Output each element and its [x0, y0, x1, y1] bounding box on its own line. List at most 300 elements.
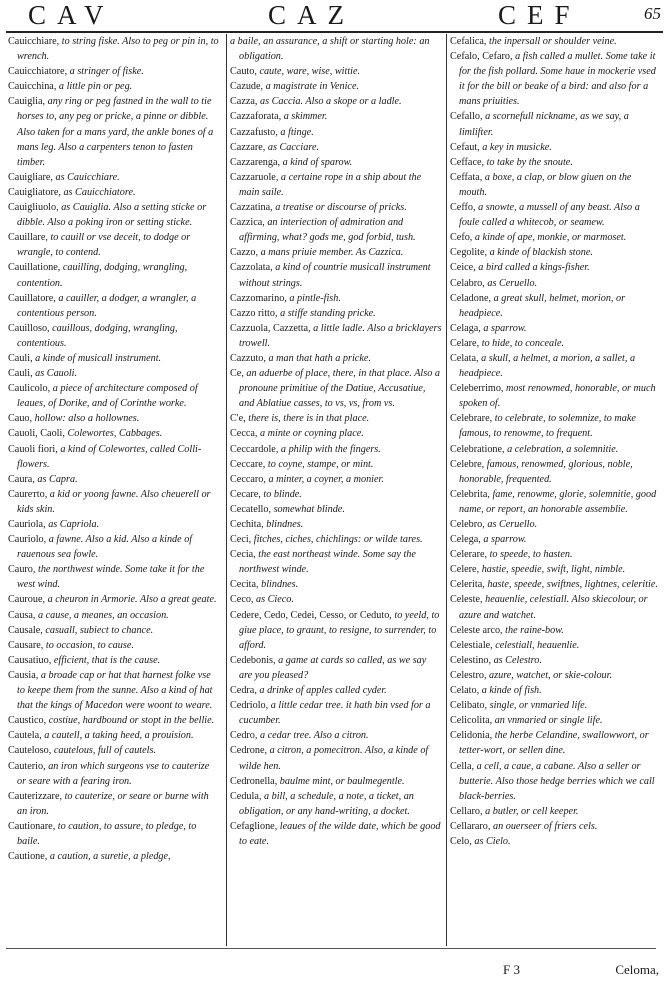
dictionary-entry: [450, 170, 662, 200]
entry-definition: celestiall, heauenlie.: [495, 639, 580, 651]
dictionary-entry: [8, 366, 220, 381]
dictionary-entry: [230, 442, 442, 457]
entry-definition: a piece of architecture composed of leaues, of Dorike, and of Corinthe worke.: [17, 383, 198, 410]
entry-headword: Cecare,: [230, 488, 261, 500]
entry-definition: a stringer of fiske.: [69, 66, 144, 78]
entry-headword: Cazzolata,: [230, 262, 273, 274]
entry-definition: baulme mint, or baulmegentle.: [279, 775, 405, 787]
dictionary-entry: [8, 79, 220, 94]
entry-headword: Ce,: [230, 368, 244, 380]
entry-definition: to blinde.: [263, 488, 302, 500]
entry-definition: Colewortes, Cabbages.: [67, 428, 163, 440]
dictionary-entry: [450, 155, 662, 170]
entry-definition: as Ceruello.: [487, 519, 538, 530]
dictionary-entry: [230, 728, 442, 743]
dictionary-entry: [230, 94, 442, 109]
entry-definition: a key in musicke.: [482, 141, 552, 153]
entry-definition: a baile, an assurance, a shift or starting hole: an obligation.: [230, 36, 430, 63]
dictionary-entry: [230, 155, 442, 170]
entry-headword: Celaga,: [450, 322, 481, 334]
entry-headword: Celeste arco,: [450, 624, 503, 636]
column-divider-2: [446, 34, 447, 946]
entry-headword: Cazude,: [230, 81, 264, 93]
entry-definition: blindnes.: [266, 519, 304, 530]
entry-definition: a mans priuie member. As Cazzica.: [260, 247, 404, 259]
entry-headword: Causale,: [8, 624, 43, 636]
dictionary-entry: [450, 487, 662, 517]
entry-definition: the inpersall or shoulder veine.: [489, 36, 617, 47]
dictionary-entry: [8, 532, 220, 562]
dictionary-entry: [450, 260, 662, 275]
entry-headword: Celebre,: [450, 458, 485, 470]
entry-definition: casuall, subiect to chance.: [45, 624, 154, 636]
dictionary-entry: [450, 834, 662, 849]
entry-headword: Cauoli fiori,: [8, 443, 58, 455]
entry-headword: Cauli,: [8, 352, 33, 364]
dictionary-entry: [8, 668, 220, 713]
entry-definition: cauillous, dodging, wrangling, contentious.: [17, 322, 178, 349]
dictionary-entry: [450, 759, 662, 804]
dictionary-entry: [450, 683, 662, 698]
entry-headword: Cefalo, Cefaro,: [450, 51, 513, 63]
entry-definition: as Ceruello.: [487, 277, 538, 289]
dictionary-entry: [8, 728, 220, 743]
column-right: [450, 34, 662, 849]
entry-definition: any ring or peg fastned in the wall to tie horses to, any peg or pricke, a pinne or dibble. Also taken for a mans yard, the ankle bones of a mans leg. Also a carpenters tenon to fasten timber.: [17, 96, 214, 168]
entry-definition: a caution, a suretie, a pledge,: [49, 851, 171, 863]
entry-definition: the northwest winde. Some take it for the west wind.: [17, 564, 205, 591]
entry-headword: Cauillatione,: [8, 262, 61, 274]
dictionary-entry: [450, 230, 662, 245]
entry-headword: Cauo,: [8, 413, 33, 425]
entry-definition: costiue, hardbound or stopt in the bellie.: [48, 715, 215, 727]
entry-headword: Celidonia,: [450, 730, 493, 742]
entry-headword: Causatiuo,: [8, 654, 52, 666]
entry-headword: Celebratione,: [450, 443, 505, 455]
dictionary-entry: [230, 743, 442, 773]
entry-definition: an ouerseer of friers cels.: [493, 820, 598, 832]
dictionary-entry: [450, 336, 662, 351]
dictionary-entry: [8, 426, 220, 441]
entry-definition: a minter, a coyner, a monier.: [268, 473, 384, 485]
dictionary-entry: [230, 170, 442, 200]
dictionary-entry: [8, 487, 220, 517]
entry-headword: Celeste,: [450, 594, 483, 606]
entry-definition: a snowte, a mussell of any beast. Also a foule called a whitecob, or seamew.: [459, 202, 640, 229]
entry-definition: as Cielo.: [474, 835, 511, 847]
column-left: [8, 34, 220, 864]
entry-definition: a bird called a kings-fisher.: [478, 262, 590, 274]
entry-headword: Cefaut,: [450, 141, 480, 153]
dictionary-entry: [8, 562, 220, 592]
entry-definition: a sparrow.: [483, 534, 527, 546]
entry-definition: a skull, a helmet, a morion, a sallet, a headpiece.: [459, 352, 636, 380]
entry-definition: a stiffe standing pricke.: [280, 307, 376, 319]
entry-definition: a great skull, helmet, morion, or headpiece.: [459, 292, 626, 319]
entry-definition: a minte or coyning place.: [259, 428, 364, 440]
dictionary-entry: [8, 623, 220, 638]
entry-headword: Cauto,: [230, 66, 257, 78]
dictionary-entry: [230, 125, 442, 140]
entry-definition: as Cauicchiare.: [55, 171, 120, 183]
entry-definition: the herbe Celandine, swallowwort, or tetter-wort, or sellen dine.: [459, 730, 649, 757]
dictionary-entry: [450, 698, 662, 713]
entry-definition: as Capriola.: [48, 519, 100, 530]
entry-headword: Cella,: [450, 760, 475, 772]
dictionary-entry: [230, 517, 442, 532]
dictionary-entry: [230, 411, 442, 426]
entry-headword: Cefallo,: [450, 111, 483, 123]
page-number: 65: [644, 4, 661, 23]
dictionary-entry: [8, 411, 220, 426]
entry-definition: a boxe, a clap, or blow giuen on the mouth.: [459, 171, 632, 198]
entry-headword: Cazzomarino,: [230, 292, 287, 304]
entry-headword: Cauigliare,: [8, 171, 53, 183]
entry-definition: cauilling, dodging, wrangling, contention.: [17, 262, 188, 289]
dictionary-entry: [8, 94, 220, 169]
header-left: CAV: [28, 0, 115, 30]
dictionary-entry: [8, 819, 220, 849]
dictionary-entry: [450, 457, 662, 487]
entry-headword: Cautione,: [8, 851, 48, 863]
entry-headword: Cazzaruole,: [230, 171, 279, 183]
entry-headword: Cauillosо,: [8, 322, 50, 334]
entry-headword: Celibato,: [450, 700, 488, 712]
dictionary-entry: [8, 442, 220, 472]
entry-headword: Cauigliatore,: [8, 186, 61, 198]
dictionary-entry: [450, 442, 662, 457]
entry-headword: Celestino,: [450, 654, 492, 666]
entry-definition: to cauill or vse deceit, to dodge or wrangle, to contend.: [17, 232, 191, 259]
dictionary-entry: [450, 411, 662, 441]
entry-headword: Cedrone,: [230, 745, 268, 757]
entry-headword: Cauriola,: [8, 519, 46, 530]
dictionary-entry: [450, 713, 662, 728]
entry-definition: a butler, or cell keeper.: [485, 805, 579, 817]
entry-definition: a drinke of apples called cyder.: [259, 685, 387, 697]
entry-headword: Cazza,: [230, 96, 258, 108]
entry-headword: Celato,: [450, 685, 480, 697]
entry-headword: Celabro,: [450, 277, 485, 289]
dictionary-entry: [230, 64, 442, 79]
entry-definition: the raine-bow.: [505, 624, 564, 636]
entry-headword: Cazzuola, Cazzetta,: [230, 322, 311, 334]
entry-headword: Cauterio,: [8, 760, 46, 772]
dictionary-entry: [230, 306, 442, 321]
entry-definition: a little pin or peg.: [58, 81, 133, 93]
entry-definition: a citron, a pomecitron. Also, a kinde of wilde hen.: [239, 745, 429, 772]
entry-headword: C'e,: [230, 413, 246, 425]
entry-definition: a sparrow.: [483, 322, 527, 334]
entry-definition: a pintle-fish.: [289, 292, 341, 304]
dictionary-entry: [450, 668, 662, 683]
dictionary-entry: [230, 532, 442, 547]
entry-headword: Cegolite,: [450, 247, 488, 259]
entry-headword: Celo,: [450, 835, 472, 847]
running-header: [0, 0, 667, 30]
entry-definition: a kinde of blackish stone.: [489, 247, 593, 259]
entry-definition: a celebration, a solemnitie.: [507, 443, 619, 455]
entry-headword: Cauterizzare,: [8, 790, 63, 802]
entry-definition: most renowmed, honorable, or much spoken of.: [459, 383, 656, 410]
entry-definition: a cheuron in Armorie. Also a great geate.: [47, 594, 217, 606]
entry-headword: Cazzatina,: [230, 202, 273, 214]
dictionary-entry: [230, 683, 442, 698]
entry-headword: Cellarаro,: [450, 820, 491, 832]
entry-headword: Cazzare,: [230, 141, 266, 153]
entry-headword: Ceccare,: [230, 458, 266, 470]
entry-definition: hastie, speedie, swift, light, nimble.: [481, 564, 626, 576]
entry-headword: Cefalica,: [450, 36, 487, 47]
entry-definition: a fawne. Also a kid. Also a kinde of rauenous sea fowle.: [17, 534, 193, 561]
entry-definition: hollow: also a hollownes.: [34, 413, 140, 425]
entry-definition: an interiection of admiration and affirming, what? gods me, god forbid, tush.: [239, 217, 416, 244]
entry-headword: Cautela,: [8, 730, 42, 742]
entry-headword: Ceffo,: [450, 202, 476, 214]
entry-definition: caute, ware, wise, wittie.: [259, 66, 361, 78]
entry-headword: Ceci,: [230, 534, 252, 546]
entry-definition: a bill, a schedule, a note, a ticket, an obligation, or any hand-writing, a docket.: [239, 790, 414, 817]
entry-definition: to hide, to conceale.: [481, 337, 565, 349]
entry-definition: a kind of Colewortes, called Colli-flowers.: [17, 443, 202, 470]
entry-definition: to speede, to hasten.: [489, 549, 573, 561]
dictionary-entry: [8, 34, 220, 64]
entry-definition: haste, speede, swiftnes, lightnes, celeritie.: [487, 579, 658, 591]
entry-headword: Cedra,: [230, 685, 257, 697]
entry-headword: Celebro,: [450, 519, 485, 530]
dictionary-entry: [230, 592, 442, 607]
entry-headword: Cazzo,: [230, 247, 259, 259]
entry-definition: the east northeast winde. Some say the northwest winde.: [239, 549, 416, 576]
entry-definition: a kinde of ape, monkie, or marmoset.: [474, 232, 627, 244]
dictionary-entry: [8, 653, 220, 668]
entry-definition: heauenlie, celestiall. Also skiecolour, or azure and watchet.: [459, 594, 648, 621]
entry-definition: an iron which surgeons vse to cauterize or seare with a fearing iron.: [17, 760, 210, 787]
entry-headword: Cedere, Cedo, Cedei, Cesso, or Ceduto,: [230, 609, 392, 621]
entry-headword: Ceice,: [450, 262, 476, 274]
entry-headword: Celare,: [450, 337, 480, 349]
dictionary-entry: [8, 638, 220, 653]
entry-headword: Cauteloso,: [8, 745, 52, 757]
dictionary-entry: [450, 592, 662, 622]
entry-definition: a skimmer.: [283, 111, 328, 123]
dictionary-entry: [450, 200, 662, 230]
dictionary-entry: [450, 517, 662, 532]
dictionary-entry: [8, 713, 220, 728]
entry-definition: as Cauiglia. Also a setting sticke or dibble. Also a poking iron or setting sticke.: [17, 202, 207, 229]
entry-definition: single, or vnmaried life.: [489, 700, 588, 712]
signature-mark: F 3: [503, 962, 520, 977]
entry-definition: a game at cards so called, as we say are you pleased?: [239, 654, 427, 681]
dictionary-entry: [230, 426, 442, 441]
entry-definition: an vnmaried or single life.: [494, 715, 603, 727]
entry-definition: a man that hath a pricke.: [268, 352, 371, 364]
dictionary-entry: [450, 804, 662, 819]
dictionary-entry: [8, 200, 220, 230]
entry-headword: Causia,: [8, 669, 39, 681]
entry-headword: Ceco,: [230, 594, 254, 606]
dictionary-entry: [230, 291, 442, 306]
entry-definition: somewhat blinde.: [273, 503, 345, 515]
entry-definition: a kind of countrie musicall instrument without strings.: [239, 262, 431, 289]
entry-definition: to string fiske. Also to peg or pin in, to wrench.: [17, 36, 219, 63]
dictionary-entry: [450, 562, 662, 577]
entry-headword: Cauicchiare,: [8, 36, 60, 47]
entry-headword: Cauillatore,: [8, 292, 56, 304]
entry-headword: Cecca,: [230, 428, 258, 440]
dictionary-entry: [230, 140, 442, 155]
entry-definition: leaues of the wilde date, which be good to eate.: [239, 820, 441, 847]
dictionary-entry: [450, 276, 662, 291]
entry-headword: Caura,: [8, 473, 35, 485]
dictionary-entry: [230, 79, 442, 94]
entry-headword: Cazzo ritto,: [230, 307, 278, 319]
entry-definition: a little cedar tree. it hath bin vsed for a cucumber.: [239, 700, 431, 727]
entry-headword: Ceffata,: [450, 171, 483, 183]
entry-headword: Cefo,: [450, 232, 473, 244]
dictionary-entry: [450, 245, 662, 260]
entry-headword: Cazzafusto,: [230, 126, 278, 138]
dictionary-entry: [230, 789, 442, 819]
dictionary-entry: [8, 849, 220, 864]
entry-definition: to caution, to assure, to pledge, to baile.: [17, 820, 197, 847]
entry-definition: as Caccia. Also a skope or a ladle.: [259, 96, 402, 108]
dictionary-entry: [450, 291, 662, 321]
dictionary-entry: [450, 321, 662, 336]
entry-definition: to cauterize, or seare or burne with an iron.: [17, 790, 209, 817]
dictionary-entry: [230, 577, 442, 592]
entry-headword: Cellaro,: [450, 805, 483, 817]
dictionary-entry: [230, 698, 442, 728]
entry-definition: a cauiller, a dodger, a wrangler, a contentious person.: [17, 292, 197, 319]
dictionary-entry: [8, 230, 220, 260]
dictionary-entry: [230, 819, 442, 849]
entry-headword: Cauiglia,: [8, 96, 46, 108]
entry-headword: Cecatello,: [230, 503, 272, 515]
entry-definition: fame, renowme, glorie, solemnitie, good name, or report, an honorable assemblie.: [459, 488, 657, 515]
entry-headword: Celerare,: [450, 549, 488, 561]
entry-headword: Caurетto,: [8, 488, 48, 500]
dictionary-entry: [230, 608, 442, 653]
entry-definition: to yeeld, to giue place, to graunt, to resigne, to surrender, to afford.: [239, 609, 440, 651]
entry-headword: Caulicolo,: [8, 383, 51, 395]
entry-headword: Cauigliuolo,: [8, 202, 59, 214]
dictionary-entry: [230, 215, 442, 245]
entry-headword: Celeberrimo,: [450, 383, 504, 395]
entry-headword: Causa,: [8, 609, 36, 621]
dictionary-entry: [8, 592, 220, 607]
entry-definition: as Cieco.: [256, 594, 294, 606]
dictionary-entry: [450, 532, 662, 547]
entry-definition: to occasion, to cause.: [45, 639, 134, 651]
dictionary-entry: [450, 638, 662, 653]
dictionary-entry: [450, 623, 662, 638]
dictionary-entry: [230, 260, 442, 290]
dictionary-entry: [230, 321, 442, 351]
entry-headword: Cauriolo,: [8, 534, 47, 546]
entry-definition: a cause, a meanes, an occasion.: [38, 609, 169, 621]
entry-definition: an aduerbe of place, there, in that place. Also a pronoune primitiue of the Datiue, Accusatiue, and Ablatiue casses, to vs, vs, from vs.: [239, 368, 440, 410]
entry-definition: cautelous, full of cautels.: [53, 745, 156, 757]
dictionary-entry: [450, 653, 662, 668]
entry-headword: Cazzarenga,: [230, 156, 281, 168]
dictionary-entry: [230, 653, 442, 683]
dictionary-entry: [450, 547, 662, 562]
dictionary-entry: [230, 774, 442, 789]
dictionary-entry: [230, 109, 442, 124]
dictionary-entry: [8, 759, 220, 789]
catchword: Celoma,: [615, 962, 659, 977]
entry-headword: Celega,: [450, 534, 481, 546]
column-middle: [230, 34, 442, 849]
header-rule: [6, 31, 663, 33]
dictionary-entry: [450, 49, 662, 109]
footer-rule: [6, 948, 656, 949]
dictionary-entry: [230, 351, 442, 366]
entry-headword: Celicolita,: [450, 715, 493, 727]
entry-headword: Celestro,: [450, 669, 487, 681]
entry-headword: Cecia,: [230, 549, 256, 561]
entry-headword: Cauillare,: [8, 232, 48, 244]
entry-definition: to coyne, stampe, or mint.: [267, 458, 374, 470]
entry-headword: Cefaglione,: [230, 820, 278, 832]
entry-definition: as Capra.: [37, 473, 78, 485]
entry-headword: Cedronella,: [230, 775, 278, 787]
dictionary-entry: [450, 140, 662, 155]
entry-definition: as Cacciare.: [267, 141, 320, 153]
dictionary-entry: [450, 577, 662, 592]
entry-headword: Cechita,: [230, 519, 264, 530]
entry-definition: a cedar tree. Also a citron.: [260, 730, 369, 742]
entry-headword: Cauli,: [8, 368, 33, 380]
entry-headword: Cautionare,: [8, 820, 56, 832]
entry-headword: Cedriolo,: [230, 700, 269, 712]
dictionary-entry: [230, 502, 442, 517]
dictionary-entry: [230, 34, 442, 64]
entry-definition: famous, renowmed, glorious, noble, honorable, frequented.: [459, 458, 633, 485]
dictionary-entry: [230, 245, 442, 260]
dictionary-entry: [450, 728, 662, 758]
entry-headword: Cauroue,: [8, 594, 46, 606]
entry-definition: a kinde of fish.: [481, 685, 542, 697]
entry-headword: Ceccaro,: [230, 473, 266, 485]
entry-definition: as Celestro.: [493, 654, 542, 666]
dictionary-entry: [8, 608, 220, 623]
entry-definition: a kinde of musicall instrument.: [35, 352, 162, 364]
entry-headword: Causare,: [8, 639, 44, 651]
entry-definition: fitches, ciches, chichlings: or wilde tares.: [253, 534, 423, 546]
dictionary-entry: [230, 487, 442, 502]
entry-definition: a ftinge.: [280, 126, 314, 138]
entry-headword: Cazzuto,: [230, 352, 266, 364]
entry-definition: as Cauicchiatore.: [63, 186, 136, 198]
entry-definition: a cell, a caue, a cabane. Also a seller or butterie. Also those hedge berries which we call black-berries.: [459, 760, 655, 802]
entry-definition: as Cauoli.: [35, 368, 78, 380]
entry-definition: a fish called a mullet. Some take it for the fish pollard. Some haue in mockerie vsed it for the bill or beake of a bird: and also for a mans priuities.: [459, 51, 656, 108]
dictionary-entry: [8, 321, 220, 351]
entry-definition: a broade cap or hat that harnest folke vse to keepe them from the sunne. Also a kind of hat that the kings of Macedon were woont to weare.: [17, 669, 213, 712]
entry-definition: a cautell, a taking heed, a prouision.: [44, 730, 194, 742]
dictionary-entry: [450, 351, 662, 381]
dictionary-entry: [8, 472, 220, 487]
entry-headword: Celata,: [450, 352, 479, 364]
entry-definition: a philip with the fingers.: [280, 443, 381, 455]
entry-definition: to celebrate, to solemnize, to make famous, to renowme, to frequent.: [459, 413, 636, 440]
entry-definition: a certaine rope in a ship about the main saile.: [239, 171, 422, 198]
entry-definition: a treatise or discourse of pricks.: [275, 202, 407, 214]
dictionary-entry: [230, 366, 442, 411]
entry-definition: a scornefull nickname, as we say, a limlifter.: [459, 111, 629, 138]
